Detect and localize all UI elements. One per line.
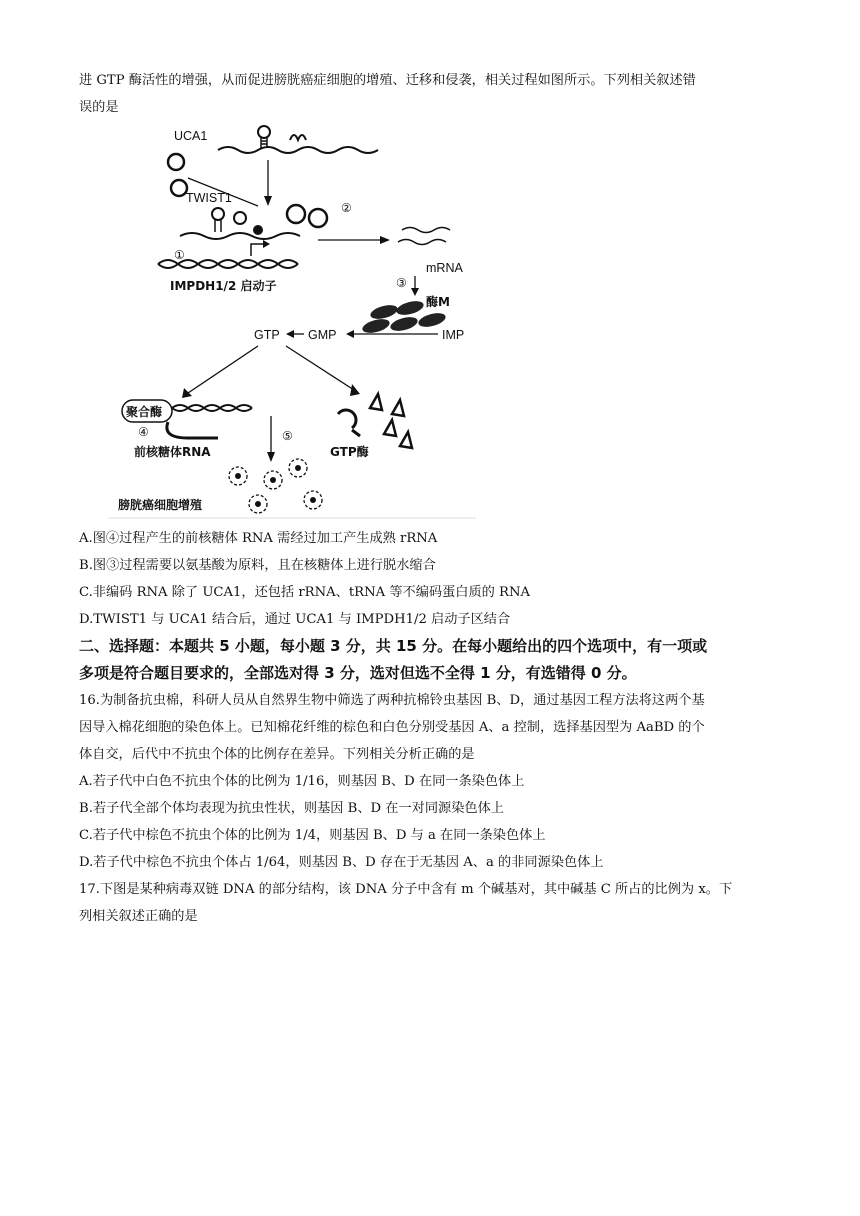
enzyme-m (361, 317, 391, 336)
enzyme-m-label: 酶M (426, 295, 450, 309)
arrowhead (411, 288, 419, 296)
uca1-hairpin-2 (290, 135, 306, 140)
arrowhead (380, 236, 390, 244)
mrna-label: mRNA (426, 261, 463, 275)
mrna-strand (398, 240, 446, 245)
q15-option-d: D.TWIST1 与 UCA1 结合后，通过 UCA1 与 IMPDH1/2 启动子区结合 (79, 612, 511, 627)
cancer-cell (289, 459, 307, 477)
twist1-label: TWIST1 (186, 191, 232, 205)
uca1-label: UCA1 (174, 129, 208, 143)
section-2-heading-line-2: 多项是符合题目要求的，全部选对得 3 分，选对但选不全得 1 分，有选错得 0 分。 (79, 664, 637, 682)
step-3-marker: ③ (396, 276, 407, 290)
q15-option-c: C.非编码 RNA 除了 UCA1，还包括 rRNA、tRNA 等不编码蛋白质的 RNA (79, 585, 531, 600)
gtpase-label: GTP酶 (330, 445, 369, 459)
q17-stem-line-1: 17.下图是某种病毒双链 DNA 的部分结构，该 DNA 分子中含有 m 个碱基对，其中碱基 C 所占的比例为 x。下 (79, 882, 733, 897)
uca1-bound-strand (180, 233, 300, 239)
arrowhead (264, 196, 272, 206)
q15-option-b: B.图③过程需要以氨基酸为原料，且在核糖体上进行脱水缩合 (79, 558, 436, 573)
intro-line-1: 进 GTP 酶活性的增强，从而促进膀胱癌症细胞的增殖、迁移和侵袭，相关过程如图所示。下列相关叙述错 (79, 73, 696, 88)
cancer-cell (229, 467, 247, 485)
gtp-triangle (392, 400, 404, 416)
polymerase-label: 聚合酶 (126, 405, 163, 419)
bound-node (253, 225, 263, 235)
twist1-bound (287, 205, 305, 223)
arrowhead (182, 388, 192, 398)
twist1-protein (168, 154, 184, 170)
gtp-triangle (370, 394, 382, 410)
gtp-triangle (384, 420, 396, 436)
enzyme-m (395, 299, 425, 318)
q16-option-b: B.若子代全部个体均表现为抗虫性状，则基因 B、D 在一对同源染色体上 (79, 801, 504, 816)
q16-option-a: A.若子代中白色不抗虫个体的比例为 1/16，则基因 B、D 在同一条染色体上 (79, 774, 525, 789)
enzyme-m (369, 303, 399, 322)
arrowhead (346, 330, 354, 338)
gtp-label: GTP (254, 328, 280, 342)
branch-arrow (188, 346, 258, 393)
bound-hairpin-stem (215, 220, 221, 232)
pre-rrna-label: 前核糖体RNA (134, 445, 211, 459)
step-4-marker: ④ (138, 425, 149, 439)
step-5-marker: ⑤ (282, 429, 293, 443)
promoter-label: IMPDH1/2 启动子 (170, 279, 277, 293)
bound-hairpin (234, 212, 246, 224)
cancer-cell (304, 491, 322, 509)
proliferation-label: 膀胱癌细胞增殖 (118, 498, 203, 512)
intro-line-2: 误的是 (79, 100, 119, 115)
cancer-cell (249, 495, 267, 513)
cancer-cell (264, 471, 282, 489)
twist1-bound (309, 209, 327, 227)
branch-arrow (286, 346, 354, 390)
pre-rrna-strand (167, 422, 218, 438)
bound-hairpin (212, 208, 224, 220)
uca1-strand (218, 147, 378, 153)
q16-option-c: C.若子代中棕色不抗虫个体的比例为 1/4，则基因 B、D 与 a 在同一条染色体上 (79, 828, 546, 843)
q16-option-d: D.若子代中棕色不抗虫个体占 1/64，则基因 B、D 存在于无基因 A、a 的非同源染色体上 (79, 855, 604, 870)
section-2-heading-line-1: 二、选择题：本题共 5 小题，每小题 3 分，共 15 分。在每小题给出的四个选项中，有一项或 (79, 637, 708, 655)
q17-stem-line-2: 列相关叙述正确的是 (79, 909, 198, 924)
pathway-figure (108, 118, 478, 520)
twist1-protein (171, 180, 187, 196)
q15-option-a: A.图④过程产生的前核糖体 RNA 需经过加工产生成熟 rRNA (79, 531, 438, 546)
arrowhead (263, 240, 270, 248)
enzyme-m (417, 311, 447, 330)
step-2-marker: ② (341, 201, 352, 215)
tss-arrow (251, 244, 263, 256)
uca1-hairpin-loop (258, 126, 270, 138)
q16-stem-line-2: 因导入棉花细胞的染色体上。已知棉花纤维的棕色和白色分别受基因 A、a 控制，选择基因型为 AaBD 的个 (79, 720, 705, 735)
arrowhead (350, 384, 360, 396)
q16-stem-line-1: 16.为制备抗虫棉，科研人员从自然界生物中筛选了两种抗棉铃虫基因 B、D，通过基因工程方法将这两个基 (79, 693, 705, 708)
arrowhead (267, 452, 275, 462)
imp-label: IMP (442, 328, 465, 342)
step-1-marker: ① (174, 248, 185, 262)
mrna-strand (402, 228, 450, 233)
gmp-label: GMP (308, 328, 337, 342)
gtpase-shape (352, 430, 360, 436)
gtpase-shape (338, 410, 356, 428)
arrowhead (286, 330, 294, 338)
q16-stem-line-3: 体自交，后代中不抗虫个体的比例存在差异。下列相关分析正确的是 (79, 747, 475, 762)
gtp-triangle (400, 432, 412, 448)
enzyme-m (389, 315, 419, 334)
